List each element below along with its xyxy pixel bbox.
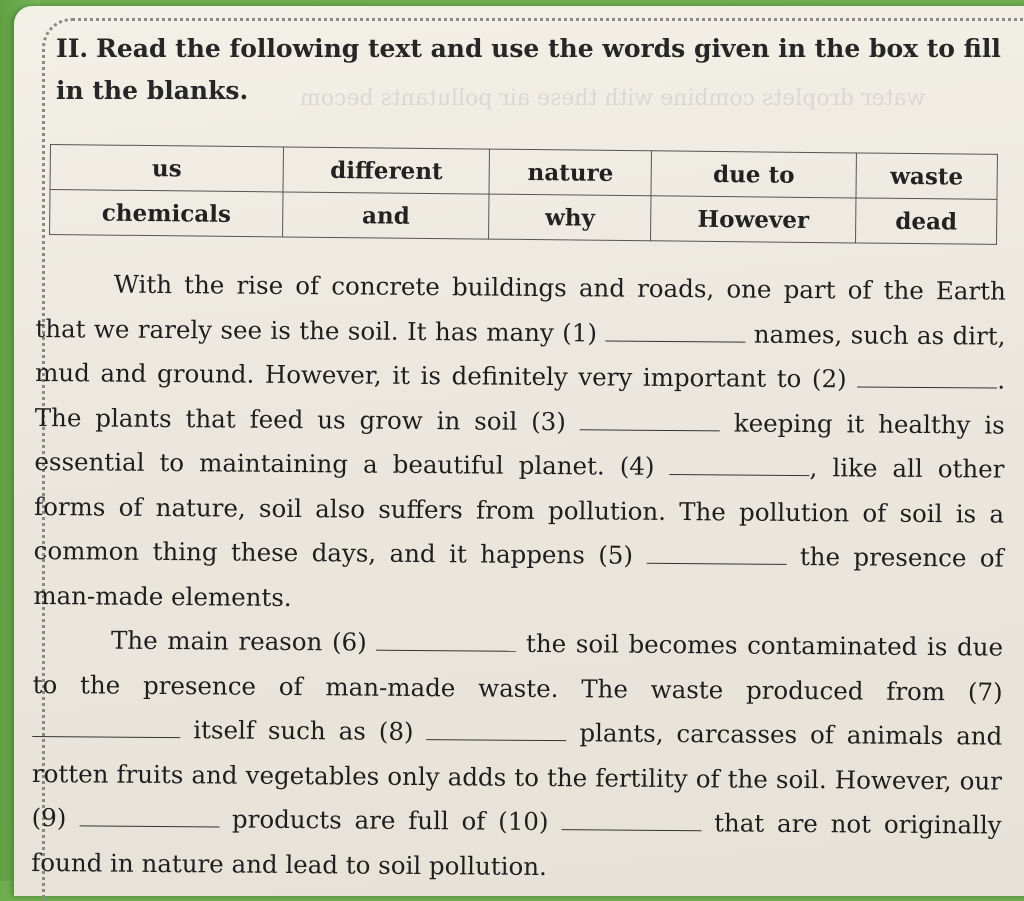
blank-6[interactable] <box>376 632 516 652</box>
word-box-cell: different <box>283 147 489 194</box>
blank-3[interactable] <box>580 411 720 431</box>
word-box-row <box>50 190 997 245</box>
exercise-title <box>56 28 1006 112</box>
exercise-number: II. <box>56 34 89 63</box>
blank-number: (7) <box>967 676 1003 707</box>
blank-number: (9) <box>31 802 67 833</box>
word-box-cell: dead <box>855 198 997 244</box>
blank-number: (6) <box>331 627 367 657</box>
word-box-cell: and <box>283 192 489 239</box>
passage-text: . The plants that feed us grow in soil <box>34 365 1006 436</box>
passage-text: With the rise of concrete buildings and roads, one part of the Earth that we rarely see is the soil. It has many <box>35 269 1006 347</box>
blank-number: (5) <box>598 540 634 570</box>
blank-number: (8) <box>378 716 414 746</box>
blank-number: (4) <box>619 451 655 481</box>
blank-5[interactable] <box>646 545 786 565</box>
exercise-instruction: Read the following text and use the words given in the box to fill in the blanks. <box>56 34 1001 105</box>
blank-9[interactable] <box>79 807 219 827</box>
paragraph-1 <box>33 262 1006 626</box>
passage-text: , like all other forms of nature, soil also suffers from pollution. The pollution of soil is a common thing these days, and it happens <box>33 453 1005 570</box>
blank-8[interactable] <box>426 721 566 741</box>
word-box-cell: However <box>651 196 856 243</box>
paragraph-2 <box>31 618 1003 893</box>
blank-4[interactable] <box>670 456 810 476</box>
blank-number: (2) <box>811 364 847 394</box>
word-box-cell: why <box>489 194 652 241</box>
word-box-cell: us <box>50 145 284 192</box>
passage-text: the soil becomes contaminated is due to the presence of man-made waste. The waste produced from <box>32 628 1004 706</box>
blank-2[interactable] <box>857 368 997 388</box>
blank-1[interactable] <box>605 322 745 342</box>
bleed-through-text: water droplets combine with these air pollutants becom <box>300 86 926 111</box>
word-box-cell: waste <box>856 153 998 199</box>
word-box-cell: nature <box>489 149 652 196</box>
passage-text: The main reason <box>110 625 333 657</box>
passage-text: the presence of man-made elements. <box>33 541 1004 612</box>
passage-text: products are full of <box>219 804 499 836</box>
blank-number: (3) <box>531 406 567 436</box>
word-box-cell: due to <box>651 151 856 198</box>
blank-7[interactable] <box>32 718 180 738</box>
word-box <box>49 144 998 245</box>
passage-text: names, such as dirt, mud and ground. However, it is definitely very important to <box>35 319 1006 394</box>
blank-number: (10) <box>498 806 549 837</box>
passage-text: itself such as <box>180 715 379 746</box>
passage-text: that are not originally found in nature and lead to soil pollution. <box>31 808 1002 881</box>
blank-10[interactable] <box>561 811 701 831</box>
passage <box>31 262 1006 893</box>
blank-number: (1) <box>562 317 598 347</box>
passage-text: plants, carcasses of animals and rotten fruits and vegetables only adds to the fertility of the soil. However, our <box>31 718 1003 796</box>
word-box-cell: chemicals <box>50 190 284 237</box>
passage-text: keeping it healthy is essential to maintaining a beautiful planet. <box>34 407 1005 481</box>
